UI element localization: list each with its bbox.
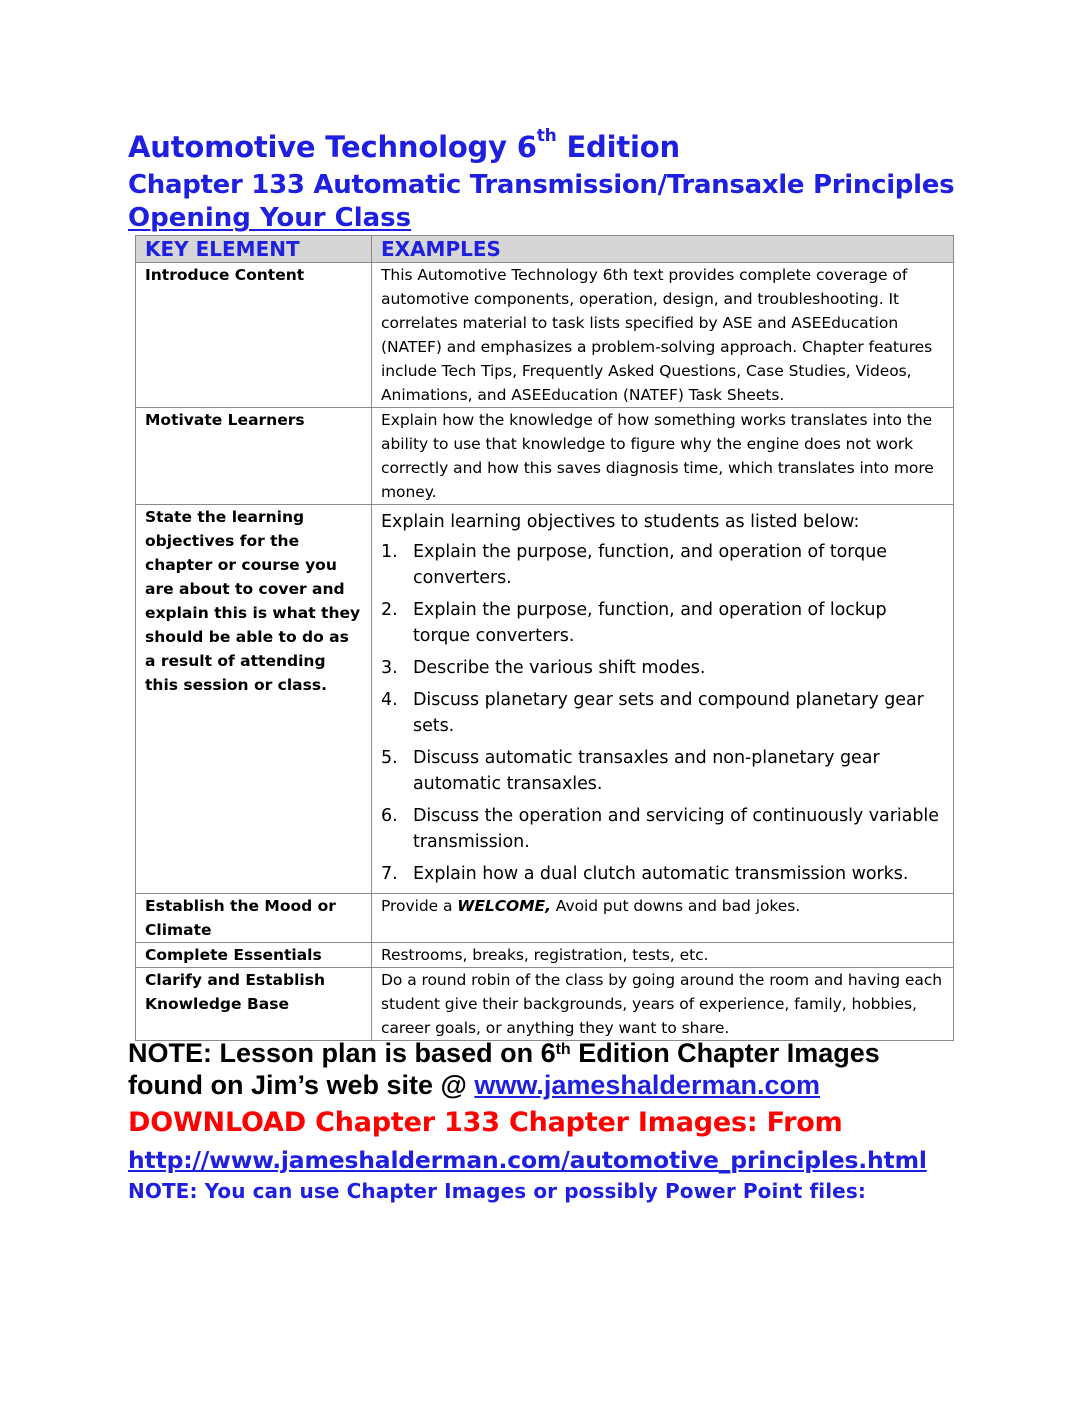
list-item-number: 5. (381, 748, 398, 768)
list-item-text: Explain the purpose, function, and operation of torque converters. (413, 542, 887, 588)
key-element-cell: State the learning objectives for the chapter or course you are about to cover and explain this is what they should be able to do as a result of attending this session or class. (136, 505, 372, 894)
list-item (381, 803, 944, 855)
list-item-text: Explain the purpose, function, and operation of lockup torque converters. (413, 600, 887, 646)
note-text: NOTE: Lesson plan is based on 6 (128, 1038, 556, 1068)
list-item-number: 6. (381, 806, 398, 826)
example-cell: Restrooms, breaks, registration, tests, etc. (372, 943, 954, 968)
key-element-cell: Introduce Content (136, 263, 372, 408)
list-item-number: 7. (381, 864, 398, 884)
list-item (381, 861, 944, 887)
key-element-cell: Complete Essentials (136, 943, 372, 968)
table-row (136, 408, 954, 505)
list-item-text: Describe the various shift modes. (413, 658, 706, 678)
lesson-plan-table (135, 235, 954, 1041)
table-row (136, 894, 954, 943)
list-item (381, 687, 944, 739)
example-cell: Do a round robin of the class by going around the room and having each student give their backgrounds, years of experience, family, hobbies, career goals, or anything they want to share. (372, 968, 954, 1041)
book-title (128, 126, 680, 164)
objectives-cell (372, 505, 954, 894)
table-row (136, 968, 954, 1041)
lesson-plan-note (128, 1037, 958, 1101)
list-item (381, 597, 944, 649)
example-text: Provide a (381, 897, 458, 915)
list-item-text: Explain how a dual clutch automatic transmission works. (413, 864, 909, 884)
list-item-number: 3. (381, 658, 398, 678)
objectives-intro: Explain learning objectives to students as listed below: (381, 512, 860, 532)
chapter-images-link[interactable]: http://www.jameshalderman.com/automotive_principles.html (128, 1146, 927, 1174)
welcome-emphasis: WELCOME, (457, 897, 551, 915)
example-cell: Explain how the knowledge of how something works translates into the ability to use that knowledge to figure why the engine does not work correctly and how this saves diagnosis time, which translates into more money. (372, 408, 954, 505)
column-header-key-element: KEY ELEMENT (136, 236, 372, 263)
key-element-cell: Establish the Mood or Climate (136, 894, 372, 943)
table-header-row (136, 236, 954, 263)
note-sup: th (555, 1041, 571, 1058)
chapter-images-note: NOTE: You can use Chapter Images or possibly Power Point files: (128, 1179, 866, 1203)
example-cell (372, 894, 954, 943)
key-element-cell: Motivate Learners (136, 408, 372, 505)
objectives-list (381, 539, 944, 887)
list-item-number: 2. (381, 600, 398, 620)
chapter-title: Chapter 133 Automatic Transmission/Transaxle Principles (128, 170, 955, 200)
book-title-text: Automotive Technology 6 (128, 130, 537, 164)
column-header-examples: EXAMPLES (372, 236, 954, 263)
list-item-text: Discuss the operation and servicing of continuously variable transmission. (413, 806, 939, 852)
list-item (381, 539, 944, 591)
table-row (136, 505, 954, 894)
example-text: Avoid put downs and bad jokes. (550, 897, 801, 915)
table-row (136, 943, 954, 968)
list-item-number: 4. (381, 690, 398, 710)
download-heading: DOWNLOAD Chapter 133 Chapter Images: From (128, 1107, 843, 1138)
book-title-sup: th (536, 126, 557, 146)
key-element-cell: Clarify and Establish Knowledge Base (136, 968, 372, 1041)
note-text: Edition Chapter Images found on Jim’s web site @ (128, 1038, 880, 1100)
table-row (136, 263, 954, 408)
example-cell: This Automotive Technology 6th text provides complete coverage of automotive components, operation, design, and troubleshooting. It correlates material to task lists specified by ASE and ASEEducation (NATEF) and emphasizes a problem-solving approach. Chapter features include Tech Tips, Frequently Asked Questions, Case Studies, Videos, Animations, and ASEEducation (NATEF) Task Sheets. (372, 263, 954, 408)
website-link[interactable]: www.jameshalderman.com (474, 1070, 820, 1100)
book-title-suffix: Edition (556, 130, 680, 164)
list-item (381, 745, 944, 797)
list-item (381, 655, 944, 681)
list-item-text: Discuss automatic transaxles and non-planetary gear automatic transaxles. (413, 748, 880, 794)
section-title: Opening Your Class (128, 203, 412, 233)
list-item-number: 1. (381, 542, 398, 562)
list-item-text: Discuss planetary gear sets and compound planetary gear sets. (413, 690, 924, 736)
